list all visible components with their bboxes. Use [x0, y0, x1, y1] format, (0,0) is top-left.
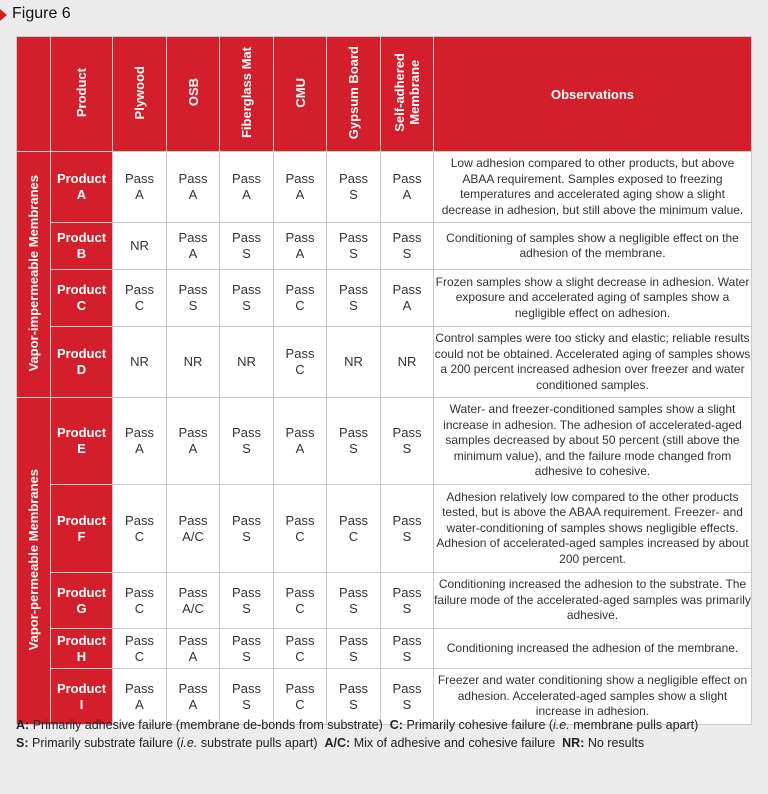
header-gypsum-board: Gypsum Board [327, 37, 381, 152]
result-cell: NR [220, 327, 274, 398]
observation-cell: Freezer and water conditioning show a negligible effect on adhesion. Accelerated-aged samples show a slight increase in adhesion. [434, 669, 752, 725]
result-cell: Pass A [113, 152, 167, 223]
legend-key-s: S: [16, 736, 29, 750]
result-cell: Pass A [167, 398, 220, 485]
result-cell: Pass S [381, 398, 434, 485]
result-cell: Pass A [274, 398, 327, 485]
group-vapor-impermeable: Vapor-impermeable Membranes [17, 152, 51, 398]
product-label: Product I [51, 669, 113, 725]
legend-text-s-ie: i.e. [180, 736, 198, 750]
observation-cell: Conditioning increased the adhesion to the substrate. The failure mode of the accelerated-aged samples was primarily adhesive. [434, 573, 752, 629]
table-row [17, 327, 752, 398]
result-cell: Pass S [381, 629, 434, 669]
adhesion-results-table [16, 36, 752, 725]
figure-title: Figure 6 [12, 5, 71, 22]
result-cell: NR [381, 327, 434, 398]
result-cell: NR [113, 223, 167, 270]
result-cell: Pass S [220, 573, 274, 629]
legend-key-c: C: [389, 718, 403, 732]
table-row [17, 270, 752, 327]
header-row [17, 37, 752, 152]
result-cell: Pass S [167, 270, 220, 327]
product-label: Product C [51, 270, 113, 327]
legend-key-a: A: [16, 718, 30, 732]
result-cell: Pass C [274, 629, 327, 669]
result-cell: Pass A/C [167, 573, 220, 629]
result-cell: Pass C [113, 629, 167, 669]
product-label: Product A [51, 152, 113, 223]
result-cell: Pass S [220, 398, 274, 485]
legend-text-a: Primarily adhesive failure (membrane de-bonds from substrate) [32, 718, 383, 732]
result-cell: NR [167, 327, 220, 398]
observation-cell: Adhesion relatively low compared to the other products tested, but is above the ABAA requirement. Freezer- and water-conditioning of samples shows negligible effects. Adhesion of accelerated-aged samples increased by about 200 percent. [434, 485, 752, 573]
header-product: Product [51, 37, 113, 152]
result-cell: Pass S [220, 669, 274, 725]
figure-panel [0, 30, 768, 794]
result-cell: Pass C [274, 573, 327, 629]
result-cell: Pass C [274, 485, 327, 573]
legend-line-1 [16, 716, 756, 734]
table-row [17, 485, 752, 573]
observation-cell: Control samples were too sticky and elastic; reliable results could not be obtained. Accelerated aging of samples shows a 200 percent increased adhesion over freezer and water conditioned samples. [434, 327, 752, 398]
legend-text-nr: No results [587, 736, 645, 750]
result-cell: Pass C [113, 573, 167, 629]
legend-text-s-post: substrate pulls apart) [200, 736, 318, 750]
result-cell: Pass A [113, 669, 167, 725]
result-cell: Pass C [113, 485, 167, 573]
result-cell: Pass A [381, 152, 434, 223]
result-cell: Pass C [274, 327, 327, 398]
result-cell: Pass A [274, 223, 327, 270]
result-cell: Pass S [220, 270, 274, 327]
result-cell: Pass S [220, 485, 274, 573]
result-cell: Pass S [327, 573, 381, 629]
table-row [17, 629, 752, 669]
result-cell: Pass S [220, 223, 274, 270]
header-plywood: Plywood [113, 37, 167, 152]
result-cell: NR [327, 327, 381, 398]
header-cmu: CMU [274, 37, 327, 152]
product-label: Product D [51, 327, 113, 398]
result-cell: Pass C [274, 270, 327, 327]
result-cell: Pass S [327, 152, 381, 223]
product-label: Product E [51, 398, 113, 485]
table-row [17, 223, 752, 270]
legend-text-c-post: membrane pulls apart) [573, 718, 699, 732]
legend-text-c-ie: i.e. [553, 718, 570, 732]
table-row [17, 573, 752, 629]
header-corner [17, 37, 51, 152]
observation-cell: Conditioning of samples show a negligible effect on the adhesion of the membrane. [434, 223, 752, 270]
legend-text-c-pre: Primarily cohesive failure ( [406, 718, 554, 732]
result-cell: Pass S [381, 223, 434, 270]
product-label: Product H [51, 629, 113, 669]
result-cell: Pass A [220, 152, 274, 223]
observation-cell: Water- and freezer-conditioned samples show a slight increase in adhesion. The adhesion of accelerated-aged samples decreased by about 50 percent (still above the minimum value), and the failure mode changed from adhesive to cohesive. [434, 398, 752, 485]
legend-key-ac: A/C: [324, 736, 351, 750]
figure-header [0, 0, 768, 30]
result-cell: Pass A [167, 669, 220, 725]
result-cell: Pass A/C [167, 485, 220, 573]
table-row [17, 152, 752, 223]
result-cell: Pass A [274, 152, 327, 223]
result-cell: NR [113, 327, 167, 398]
result-cell: Pass S [220, 629, 274, 669]
legend [16, 716, 756, 752]
result-cell: Pass C [327, 485, 381, 573]
header-observations: Observations [434, 37, 752, 152]
result-cell: Pass S [327, 398, 381, 485]
result-cell: Pass S [327, 223, 381, 270]
product-label: Product F [51, 485, 113, 573]
header-osb: OSB [167, 37, 220, 152]
result-cell: Pass A [381, 270, 434, 327]
observation-cell: Frozen samples show a slight decrease in adhesion. Water exposure and accelerated aging of samples show a negligible effect on adhesion. [434, 270, 752, 327]
product-label: Product B [51, 223, 113, 270]
product-label: Product G [51, 573, 113, 629]
result-cell: Pass S [327, 669, 381, 725]
legend-line-2 [16, 734, 756, 752]
result-cell: Pass S [381, 669, 434, 725]
result-cell: Pass S [327, 270, 381, 327]
result-cell: Pass A [167, 223, 220, 270]
observation-cell: Conditioning increased the adhesion of the membrane. [434, 629, 752, 669]
result-cell: Pass A [167, 629, 220, 669]
legend-text-s-pre: Primarily substrate failure ( [31, 736, 181, 750]
result-cell: Pass A [167, 152, 220, 223]
triangle-marker-icon [0, 9, 7, 21]
result-cell: Pass S [381, 573, 434, 629]
result-cell: Pass S [381, 485, 434, 573]
table-row [17, 398, 752, 485]
header-self-adhered-membrane: Self-adhered Membrane [381, 37, 434, 152]
legend-key-nr: NR: [562, 736, 585, 750]
group-vapor-permeable: Vapor-permeable Membranes [17, 398, 51, 725]
header-fiberglass-mat: Fiberglass Mat [220, 37, 274, 152]
result-cell: Pass C [113, 270, 167, 327]
result-cell: Pass S [327, 629, 381, 669]
observation-cell: Low adhesion compared to other products, but above ABAA requirement. Samples exposed to freezing temperatures and accelerated aging show a slight decrease in adhesion, but still above the minimum value. [434, 152, 752, 223]
result-cell: Pass C [274, 669, 327, 725]
result-cell: Pass A [113, 398, 167, 485]
legend-text-ac: Mix of adhesive and cohesive failure [353, 736, 556, 750]
